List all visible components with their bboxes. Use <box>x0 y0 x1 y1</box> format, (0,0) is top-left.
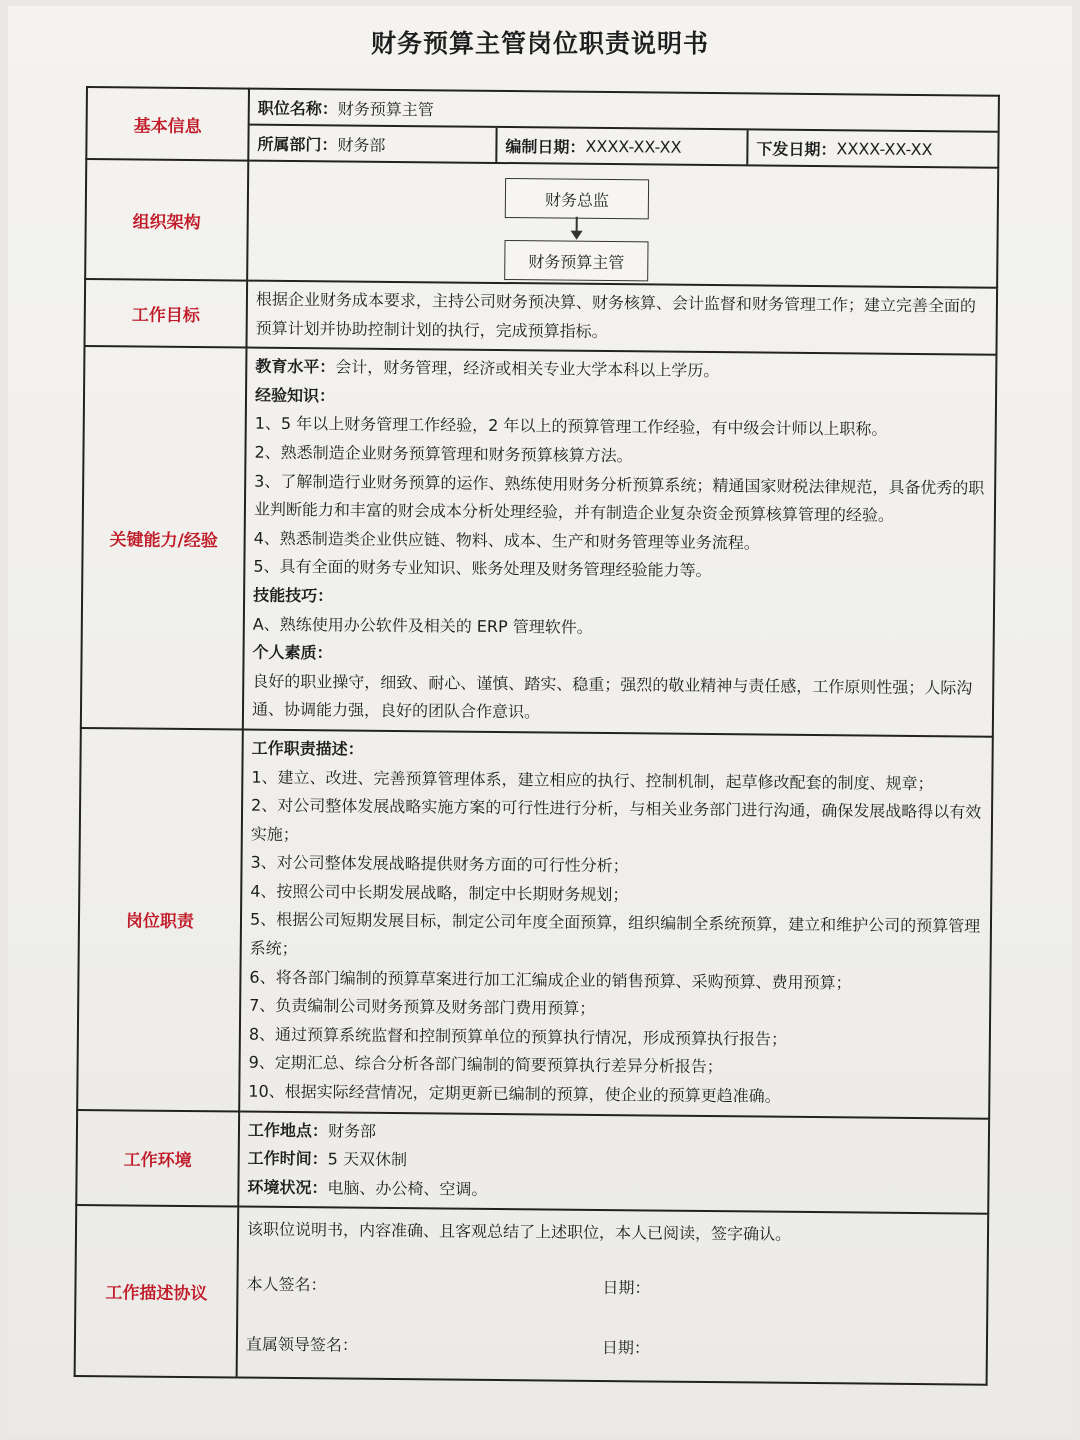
experience-item: 3、了解制造行业财务预算的运作、熟练使用财务分析预算系统；精通国家财税法律规范，具备优秀的职业判断能力和丰富的财会成本分析处理经验，并有制造企业复杂资金预算核算管理的经验。 <box>253 471 985 525</box>
dept-value: 财务部 <box>337 134 386 155</box>
duty-item: 2、对公司整体发展战略实施方案的可行性进行分析，与相关业务部门进行沟通，确保发展战略得以有效实施； <box>250 795 982 844</box>
environment-label: 工作环境 <box>76 1110 239 1207</box>
goal-text: 根据企业财务成本要求，主持公司财务预决算、财务核算、会计监督和财务管理工作；建立完善全面的预算计划并协助控制计划的执行，完成预算指标。 <box>255 289 977 341</box>
org-chart <box>247 161 998 288</box>
experience-item: 2、熟悉制造企业财务预算管理和财务预算核算方法。 <box>254 442 633 466</box>
leader-date-field[interactable]: 日期： <box>601 1337 651 1358</box>
position-row <box>250 90 998 131</box>
ability-label: 关键能力/经验 <box>81 346 247 729</box>
self-signature-field[interactable]: 本人签名： <box>246 1274 327 1295</box>
compiled-date-key: 编制日期： <box>505 136 586 157</box>
page-title: 财务预算主管岗位职责说明书 <box>370 29 709 58</box>
org-row <box>85 159 998 288</box>
skills-item: A、熟练使用办公软件及相关的 ERP 管理软件。 <box>252 614 593 637</box>
duty-item: 5、根据公司短期发展目标，制定公司年度全面预算，组织编制全系统预算，建立和维护公司的预算管理系统； <box>249 910 981 959</box>
duty-item: 1、建立、改进、完善预算管理体系，建立相应的执行、控制机制，起草修改配套的制度、规章； <box>251 767 934 793</box>
duty-item: 9、定期汇总、综合分析各部门编制的简要预算执行差异分析报告； <box>248 1053 723 1077</box>
leader-signature-field[interactable]: 直属领导签名： <box>245 1334 359 1355</box>
issued-date-key: 下发日期： <box>756 138 837 159</box>
duty-item: 6、将各部门编制的预算草案进行加工汇编成企业的销售预算、采购预算、费用预算； <box>249 967 852 993</box>
org-node-supervisor: 财务预算主管 <box>504 240 648 281</box>
experience-item: 4、熟悉制造类企业供应链、物料、成本、生产和财务管理等业务流程。 <box>253 528 760 553</box>
work-time-key: 工作时间： <box>247 1148 328 1169</box>
education-value: 会计，财务管理，经济或相关专业大学本科以上学历。 <box>335 357 720 381</box>
agreement-row <box>75 1205 989 1384</box>
duty-item: 3、对公司整体发展战略提供财务方面的可行性分析； <box>250 852 629 876</box>
org-node-director: 财务总监 <box>505 178 649 219</box>
basic-info-row <box>86 87 999 168</box>
agreement-statement: 该职位说明书，内容准确、且客观总结了上述职位，本人已阅读，签字确认。 <box>246 1220 792 1245</box>
job-description-table <box>74 86 1000 1386</box>
compiled-date-value: XXXX-XX-XX <box>585 136 682 157</box>
experience-item: 5、具有全面的财务专业知识、账务处理及财务管理经验能力等。 <box>253 556 712 581</box>
goal-label: 工作目标 <box>85 279 248 348</box>
duties-content <box>240 730 992 1117</box>
ability-content <box>244 349 996 736</box>
work-condition-key: 环境状况： <box>247 1177 328 1198</box>
duties-label: 岗位职责 <box>77 728 243 1111</box>
duty-item: 8、通过预算系统监督和控制预算单位的预算执行情况，形成预算执行报告； <box>248 1024 788 1049</box>
position-value: 财务预算主管 <box>337 98 434 119</box>
experience-item: 1、5 年以上财务管理工作经验，2 年以上的预算管理工作经验，有中级会计师以上职称。 <box>254 414 888 440</box>
org-label: 组织架构 <box>85 159 248 281</box>
quality-heading: 个人素质： <box>252 642 333 663</box>
work-time-value: 5 天双休制 <box>327 1149 408 1170</box>
environment-row <box>76 1110 989 1215</box>
issued-date-value: XXXX-XX-XX <box>836 138 933 159</box>
duty-item: 7、负责编制公司财务预算及财务部门费用预算； <box>249 995 596 1019</box>
basic-info-content <box>248 89 999 168</box>
leader-sign-row <box>246 1315 979 1382</box>
skills-heading: 技能技巧： <box>253 585 334 606</box>
work-condition-line <box>247 1173 979 1209</box>
arrow-down-icon <box>571 231 583 240</box>
education-key: 教育水平： <box>255 356 336 377</box>
duties-row <box>77 728 993 1118</box>
duty-item: 10、根据实际经营情况，定期更新已编制的预算，使企业的预算更趋准确。 <box>248 1081 781 1106</box>
self-sign-row <box>246 1255 979 1322</box>
dept-key: 所属部门： <box>257 134 338 154</box>
environment-content <box>239 1112 988 1213</box>
work-condition-value: 电脑、办公椅、空调。 <box>327 1178 488 1199</box>
work-place-value: 财务部 <box>327 1120 377 1141</box>
duty-item: 4、按照公司中长期发展战略，制定中长期财务规划； <box>250 881 629 905</box>
quality-text: 良好的职业操守，细致、耐心、谨慎、踏实、稳重；强烈的敬业精神与责任感，工作原则性强；人际沟通、协调能力强，良好的团队合作意识。 <box>251 671 973 722</box>
experience-heading: 经验知识： <box>254 385 336 406</box>
ability-row <box>81 346 997 736</box>
duties-heading: 工作职责描述： <box>251 738 364 759</box>
position-key: 职位名称： <box>257 98 338 118</box>
dept-dates-row <box>249 124 997 167</box>
agreement-label: 工作描述协议 <box>75 1205 239 1377</box>
work-place-key: 工作地点： <box>247 1120 329 1140</box>
goal-row <box>85 279 998 355</box>
self-date-field[interactable]: 日期： <box>602 1277 651 1298</box>
agreement-content <box>238 1208 988 1384</box>
basic-info-label: 基本信息 <box>86 87 249 161</box>
